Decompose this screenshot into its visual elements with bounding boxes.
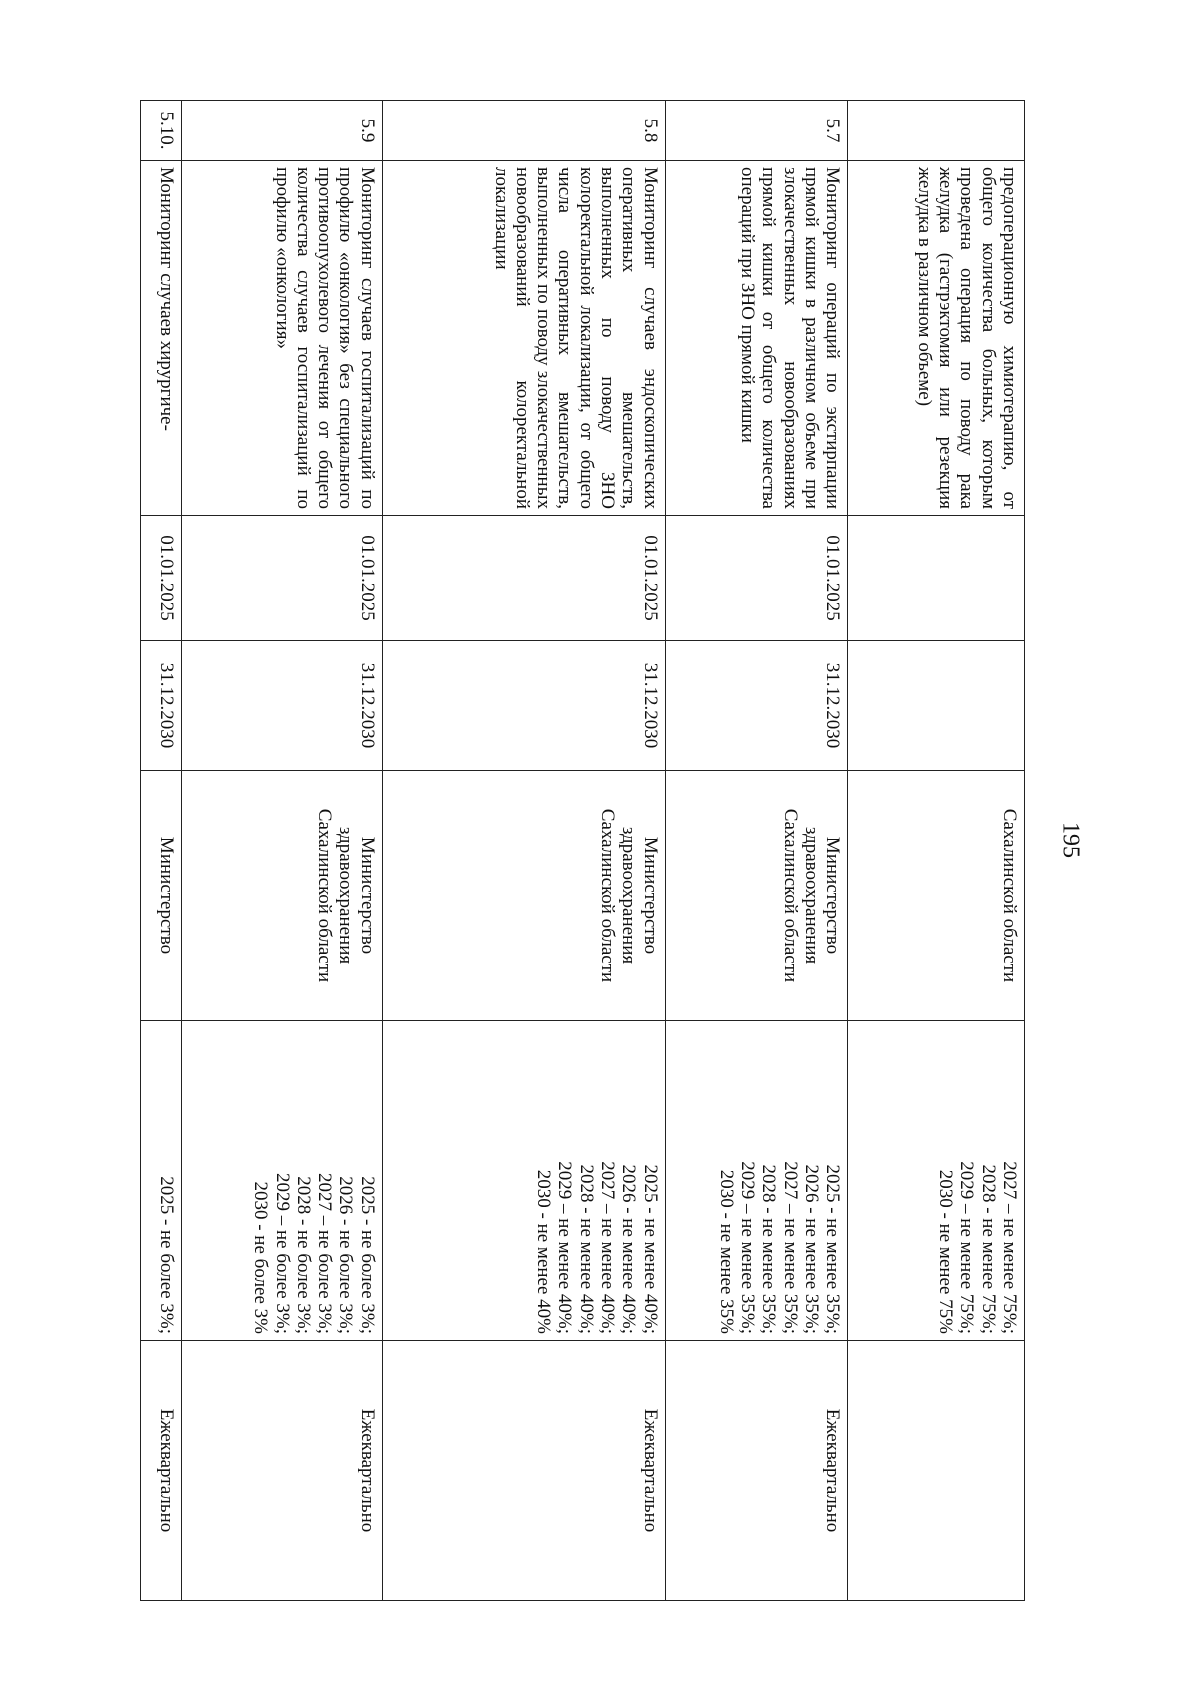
item-number xyxy=(848,101,1025,161)
table-row xyxy=(182,101,382,1601)
target-line: 2030 - не менее 75% xyxy=(935,1169,957,1334)
item-number: 5.10. xyxy=(141,101,182,161)
target-line: 2025 - не менее 35%; xyxy=(822,1164,844,1334)
target-line: 2028 - не более 3%; xyxy=(292,1176,314,1334)
target-line: 2030 - не менее 35% xyxy=(715,1169,737,1334)
target-line: 2027 – не более 3%; xyxy=(314,1173,336,1334)
responsible-organization: Министерство здравоохранения Сахалинской области xyxy=(665,771,848,1021)
item-number: 5.7 xyxy=(665,101,848,161)
end-date: 31.12.2030 xyxy=(665,641,848,771)
target-line: 2026 - не менее 35%; xyxy=(800,1164,822,1334)
item-description: предоперационную химиотерапию, от общего количества больных, которым проведена операция по поводу рака желудка (гастрэктомия или резекция желудка в различном объеме) xyxy=(848,161,1025,516)
start-date xyxy=(848,516,1025,641)
target-line: 2027 – не менее 35%; xyxy=(779,1161,801,1334)
target-line: 2027 – не менее 75%; xyxy=(999,1161,1020,1334)
target-line: 2025 - не более 3%; xyxy=(156,1176,178,1334)
start-date: 01.01.2025 xyxy=(665,516,848,641)
start-date: 01.01.2025 xyxy=(141,516,182,641)
reporting-frequency xyxy=(848,1341,1025,1601)
end-date xyxy=(848,641,1025,771)
target-values xyxy=(848,1021,1025,1341)
target-line: 2029 – не менее 35%; xyxy=(737,1161,759,1334)
target-line: 2025 - не менее 40%; xyxy=(639,1164,661,1334)
target-line: 2026 - не более 3%; xyxy=(335,1176,357,1334)
item-number: 5.9 xyxy=(182,101,382,161)
reporting-frequency: Ежеквартально xyxy=(182,1341,382,1601)
item-description: Мониторинг случаев хирургиче- xyxy=(141,161,182,516)
table-row xyxy=(382,101,665,1601)
item-number: 5.8 xyxy=(382,101,665,161)
target-line: 2025 - не более 3%; xyxy=(356,1176,378,1334)
end-date: 31.12.2030 xyxy=(382,641,665,771)
table-row xyxy=(141,101,182,1601)
item-description: Мониторинг операций по экстирпации прямой кишки в различном объеме при злокачественных новообразованиях прямой кишки от общего количества операций при ЗНО прямой кишки xyxy=(665,161,848,516)
target-line: 2028 - не менее 40%; xyxy=(575,1164,597,1334)
start-date: 01.01.2025 xyxy=(382,516,665,641)
target-line: 2029 – не менее 75%; xyxy=(956,1161,978,1334)
target-line: 2029 – не менее 40%; xyxy=(554,1161,576,1334)
target-line: 2030 - не менее 40% xyxy=(533,1169,555,1334)
target-line: 2028 - не менее 75%; xyxy=(977,1164,999,1334)
target-line: 2026 - не менее 40%; xyxy=(618,1164,640,1334)
target-values xyxy=(665,1021,848,1341)
end-date: 31.12.2030 xyxy=(182,641,382,771)
target-line: 2027 – не менее 40%; xyxy=(596,1161,618,1334)
target-line: 2030 - не более 3% xyxy=(250,1181,272,1334)
reporting-frequency: Ежеквартально xyxy=(382,1341,665,1601)
table-row xyxy=(848,101,1025,1601)
responsible-organization: Министерство здравоохранения Сахалинской области xyxy=(182,771,382,1021)
target-values xyxy=(382,1021,665,1341)
reporting-frequency: Ежеквартально xyxy=(141,1341,182,1601)
monitoring-plan-table xyxy=(140,100,1025,1601)
target-values xyxy=(141,1021,182,1341)
page-number: 195 xyxy=(1057,822,1084,858)
rotated-table-container xyxy=(140,100,1025,1600)
target-line: 2029 – не более 3%; xyxy=(271,1173,293,1334)
target-values xyxy=(182,1021,382,1341)
responsible-organization: Министерство xyxy=(141,771,182,1021)
table-row xyxy=(665,101,848,1601)
responsible-organization: Сахалинской области xyxy=(848,771,1025,1021)
reporting-frequency: Ежеквартально xyxy=(665,1341,848,1601)
target-line: 2028 - не менее 35%; xyxy=(758,1164,780,1334)
item-description: Мониторинг случаев госпитализаций по профилю «онкология» без специального противоопухолевого лечения от общего количества случаев госпитализаций по профилю «онкология» xyxy=(182,161,382,516)
item-description: Мониторинг случаев эндоскопических оперативных вмешательств, выполненных по поводу ЗНО колоректальной локализации, от общего числа оперативных вмешательств, выполненных по поводу злокачественных новообразований колоректальной локализации xyxy=(382,161,665,516)
end-date: 31.12.2030 xyxy=(141,641,182,771)
start-date: 01.01.2025 xyxy=(182,516,382,641)
responsible-organization: Министерство здравоохранения Сахалинской области xyxy=(382,771,665,1021)
